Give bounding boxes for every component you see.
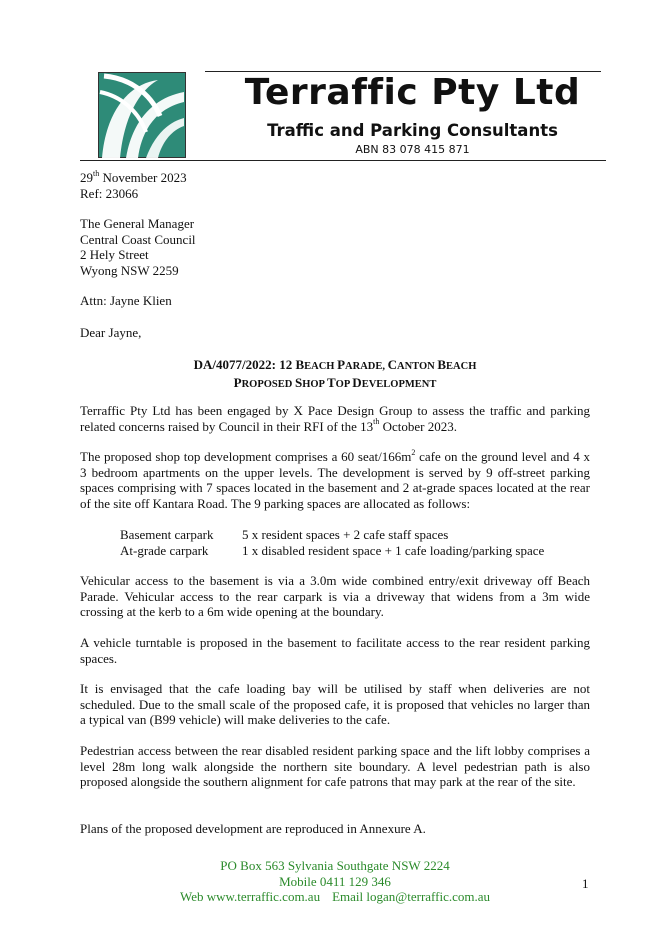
letter-date: 29th November 2023	[80, 168, 187, 185]
company-name: Terraffic Pty Ltd	[244, 72, 581, 113]
allocation-label: Basement carpark	[120, 527, 214, 542]
footer-mobile: Mobile 0411 129 346	[279, 873, 391, 889]
letter-meta	[80, 170, 590, 201]
company-logo	[98, 72, 186, 158]
allocation-value: 5 x resident spaces + 2 cafe staff spaces	[242, 527, 449, 542]
recipient-address	[80, 216, 590, 278]
footer-email: Email logan@terraffic.com.au	[332, 889, 490, 904]
salutation: Dear Jayne,	[80, 325, 142, 340]
paragraph-pedestrian-access: Pedestrian access between the rear disabled resident parking space and the lift lobby comprises a level 28m long walk alongside the northern site boundary. A level pedestrian path is also proposed alongside the southern alignment for cafe patrons that may park at the rear of the site.	[80, 743, 590, 789]
paragraph-turntable: A vehicle turntable is proposed in the basement to facilitate access to the rear resident parking spaces.	[80, 635, 590, 666]
letter-ref: Ref: 23066	[80, 185, 139, 201]
paragraph-annexure: Plans of the proposed development are reproduced in Annexure A.	[80, 821, 426, 836]
recipient-line: Wyong NSW 2259	[80, 262, 179, 278]
allocation-label: At-grade carpark	[120, 542, 209, 558]
company-abn: ABN 83 078 415 871	[355, 143, 470, 156]
paragraph-development: The proposed shop top development comprises a 60 seat/$166m^2$ cafe on the ground level and 4 x 3 bedroom apartments on the upper levels. The development is served by 9 off-street parking spaces comprising with 7 spaces located in the basement and 2 at-grade spaces located at the rear of the site off Kantara Road. The 9 parking spaces are allocated as follows:	[80, 447, 590, 511]
company-tagline: Traffic and Parking Consultants	[267, 121, 558, 140]
footer-contact	[140, 889, 530, 905]
allocation-row	[120, 543, 544, 559]
recipient-line: Central Coast Council	[80, 231, 196, 247]
recipient-line: The General Manager	[80, 216, 195, 231]
letter-footer	[140, 858, 530, 905]
paragraph-vehicular-access: Vehicular access to the basement is via a 3.0m wide combined entry/exit driveway off Beach Parade. Vehicular access to the rear carpark is via a driveway that widens from a 3m wide crossing at the kerb to a 6m wide opening at the boundary.	[80, 573, 590, 619]
allocation-row	[120, 527, 544, 543]
allocation-value: 1 x disabled resident space + 1 cafe loading/parking space	[242, 542, 545, 558]
subject-line-2: PROPOSED SHOP TOP DEVELOPMENT	[233, 374, 437, 390]
parking-allocation	[120, 527, 544, 558]
subject-heading	[80, 357, 590, 392]
footer-address: PO Box 563 Sylvania Southgate NSW 2224	[220, 858, 450, 873]
subject-line-1: DA/4077/2022: 12 BEACH PARADE, CANTON BEACH	[193, 357, 477, 372]
paragraph-loading-bay: It is envisaged that the cafe loading bay will be utilised by staff when deliveries are not scheduled. Due to the small scale of the proposed cafe, it is proposed that vehicles no larger than a typical van (B99 vehicle) will make deliveries to the cafe.	[80, 681, 590, 727]
attention-line: Attn: Jayne Klien	[80, 293, 172, 308]
page-number: 1	[582, 876, 589, 891]
footer-web: Web www.terraffic.com.au	[179, 889, 321, 904]
header-rule-bottom	[80, 160, 606, 161]
recipient-line: 2 Hely Street	[80, 247, 149, 262]
paragraph-engagement: Terraffic Pty Ltd has been engaged by X Pace Design Group to assess the traffic and parking related concerns raised by Council in their RFI of the 13th October 2023.	[80, 403, 590, 434]
